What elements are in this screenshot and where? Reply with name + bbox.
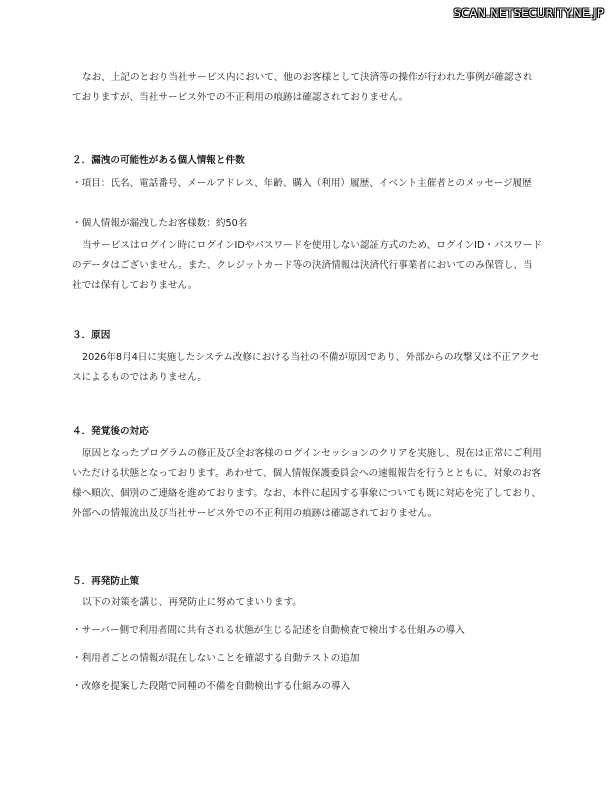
intro-paragraph: なお、上記のとおり当社サービス内において、他のお客様として決済等の操作が行われた事例が確認されておりますが、当社サービス外での不正利用の痕跡は確認されておりません。 (72, 72, 533, 103)
section-4-body: 原因となったプログラムの修正及び全お客様のログインセッションのクリアを実施し、現在は正常にご利用いただける状態となっております。あわせて、個人情報保護委員会への速報報告を行うとともに、対象のお客様へ順次、個別のご連絡を進めております。なお、本件に起因する事象についても既に対応を完了しており、外部への情報流出及び当社サービス外での不正利用の痕跡は確認されておりません。 (72, 448, 542, 519)
section-2-body: 当サービスはログイン時にログインIDやパスワードを使用しない認証方式のため、ログインID・パスワードのデータはございません。また、クレジットカード等の決済情報は決済代行事業者においてのみ保管し、当社では保有しておりません。 (72, 240, 542, 291)
section-5-intro: 以下の対策を講じ、再発防止に努めてまいります。 (82, 597, 302, 608)
section-5-measure: ・利用者ごとの情報が混在しないことを確認する自動テストの追加 (72, 653, 360, 664)
section-5-measure: ・改修を提案した段階で同種の不備を自動検出する仕組みの導入 (72, 681, 351, 692)
section-2-items: ・項目：氏名、電話番号、メールアドレス、年齢、購入（利用）履歴、イベント主催者とのメッセージ履歴 (72, 178, 532, 189)
section-3-body: 2026年8月4日に実施したシステム改修における当社の不備が原因であり、外部からの攻撃又は不正アクセスによるものではありません。 (72, 352, 540, 383)
section-4-heading: ４．発覚後の対応 (72, 426, 149, 437)
section-5-measure: ・サーバー側で利用者間に共有される状態が生じる記述を自動検査で検出する仕組みの導入 (72, 625, 465, 636)
site-watermark: SCAN.NETSECURITY.NE.JP (453, 6, 604, 20)
section-3-heading: ３．原因 (72, 330, 111, 341)
section-2-count: ・個人情報が漏洩したお客様数：約50名 (72, 218, 248, 229)
section-2-heading: ２．漏洩の可能性がある個人情報と件数 (72, 155, 245, 166)
section-5-heading: ５．再発防止策 (72, 576, 140, 587)
